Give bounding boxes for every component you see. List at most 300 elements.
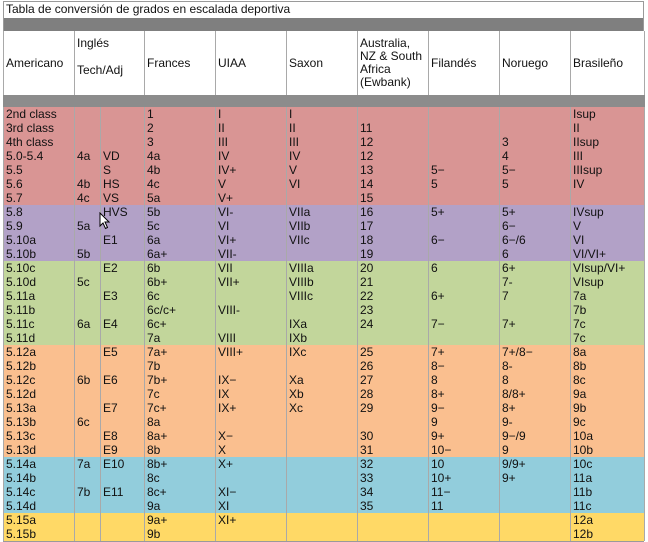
cell-americano[interactable]: 2nd class bbox=[4, 107, 75, 121]
cell-brasileno[interactable]: 9c bbox=[571, 415, 645, 429]
cell-filandes[interactable] bbox=[429, 247, 500, 261]
cell-australia[interactable]: 21 bbox=[358, 275, 429, 289]
cell-noruego[interactable]: 8- bbox=[500, 359, 571, 373]
cell-noruego[interactable]: 5+ bbox=[500, 205, 571, 219]
cell-filandes[interactable]: 11 bbox=[429, 499, 500, 513]
cell-frances[interactable]: 6a+ bbox=[145, 247, 216, 261]
cell-noruego[interactable] bbox=[500, 107, 571, 121]
cell-filandes[interactable] bbox=[429, 149, 500, 163]
cell-australia[interactable]: 30 bbox=[358, 429, 429, 443]
cell-americano[interactable]: 5.14d bbox=[4, 499, 75, 513]
cell-ingles[interactable]: 4c bbox=[75, 191, 101, 205]
cell-noruego[interactable]: 6− bbox=[500, 219, 571, 233]
cell-saxon[interactable]: III bbox=[287, 135, 358, 149]
cell-ingles[interactable]: 6b bbox=[75, 373, 101, 387]
cell-filandes[interactable]: 9+ bbox=[429, 429, 500, 443]
cell-frances[interactable]: 8b bbox=[145, 443, 216, 457]
cell-americano[interactable]: 3rd class bbox=[4, 121, 75, 135]
cell-americano[interactable]: 5.15a bbox=[4, 513, 75, 527]
cell-ingles[interactable] bbox=[75, 429, 101, 443]
cell-filandes[interactable] bbox=[429, 107, 500, 121]
cell-brasileno[interactable]: VI/VI+ bbox=[571, 247, 645, 261]
cell-uiaa[interactable] bbox=[216, 415, 287, 429]
cell-americano[interactable]: 5.13d bbox=[4, 443, 75, 457]
cell-filandes[interactable]: 8+ bbox=[429, 387, 500, 401]
cell-americano[interactable]: 5.12d bbox=[4, 387, 75, 401]
cell-frances[interactable]: 8c+ bbox=[145, 485, 216, 499]
cell-americano[interactable]: 5.5 bbox=[4, 163, 75, 177]
cell-noruego[interactable] bbox=[500, 485, 571, 499]
cell-saxon[interactable] bbox=[287, 443, 358, 457]
cell-americano[interactable]: 5.12a bbox=[4, 345, 75, 359]
cell-tech-adj[interactable]: E11 bbox=[101, 485, 145, 499]
cell-tech-adj[interactable]: VS bbox=[101, 191, 145, 205]
cell-frances[interactable]: 6a bbox=[145, 233, 216, 247]
cell-ingles[interactable]: 6c bbox=[75, 415, 101, 429]
cell-australia[interactable]: 34 bbox=[358, 485, 429, 499]
cell-australia[interactable] bbox=[358, 107, 429, 121]
cell-americano[interactable]: 5.11c bbox=[4, 317, 75, 331]
cell-australia[interactable] bbox=[358, 513, 429, 527]
cell-ingles[interactable]: 4b bbox=[75, 177, 101, 191]
cell-americano[interactable]: 5.10c bbox=[4, 261, 75, 275]
cell-saxon[interactable]: VIIa bbox=[287, 205, 358, 219]
cell-tech-adj[interactable]: E1 bbox=[101, 233, 145, 247]
cell-saxon[interactable] bbox=[287, 191, 358, 205]
cell-uiaa[interactable]: IV+ bbox=[216, 163, 287, 177]
cell-australia[interactable]: 29 bbox=[358, 401, 429, 415]
cell-australia[interactable]: 25 bbox=[358, 345, 429, 359]
cell-ingles[interactable]: 5a bbox=[75, 219, 101, 233]
cell-frances[interactable]: 5b bbox=[145, 205, 216, 219]
cell-americano[interactable]: 5.13c bbox=[4, 429, 75, 443]
cell-australia[interactable]: 23 bbox=[358, 303, 429, 317]
cell-australia[interactable]: 33 bbox=[358, 471, 429, 485]
cell-brasileno[interactable]: IIIsup bbox=[571, 163, 645, 177]
cell-brasileno[interactable]: 7b bbox=[571, 303, 645, 317]
cell-ingles[interactable]: 7a bbox=[75, 457, 101, 471]
cell-tech-adj[interactable] bbox=[101, 303, 145, 317]
cell-frances[interactable]: 7c bbox=[145, 387, 216, 401]
cell-filandes[interactable]: 7− bbox=[429, 317, 500, 331]
cell-brasileno[interactable]: VIsup bbox=[571, 275, 645, 289]
cell-tech-adj[interactable]: E5 bbox=[101, 345, 145, 359]
cell-frances[interactable]: 4b bbox=[145, 163, 216, 177]
cell-ingles[interactable] bbox=[75, 261, 101, 275]
cell-saxon[interactable]: Xb bbox=[287, 387, 358, 401]
cell-frances[interactable]: 9a+ bbox=[145, 513, 216, 527]
cell-ingles[interactable] bbox=[75, 135, 101, 149]
cell-noruego[interactable]: 6 bbox=[500, 247, 571, 261]
cell-brasileno[interactable]: 9b bbox=[571, 401, 645, 415]
cell-filandes[interactable] bbox=[429, 303, 500, 317]
cell-noruego[interactable]: 8/8+ bbox=[500, 387, 571, 401]
cell-brasileno[interactable]: 7a bbox=[571, 289, 645, 303]
cell-ingles[interactable] bbox=[75, 527, 101, 541]
cell-americano[interactable]: 4th class bbox=[4, 135, 75, 149]
cell-brasileno[interactable]: 8a bbox=[571, 345, 645, 359]
cell-filandes[interactable] bbox=[429, 527, 500, 541]
cell-australia[interactable]: 15 bbox=[358, 191, 429, 205]
cell-noruego[interactable]: 9- bbox=[500, 415, 571, 429]
cell-frances[interactable]: 1 bbox=[145, 107, 216, 121]
cell-filandes[interactable]: 5 bbox=[429, 177, 500, 191]
cell-tech-adj[interactable] bbox=[101, 387, 145, 401]
cell-uiaa[interactable]: I bbox=[216, 107, 287, 121]
cell-noruego[interactable]: 8+ bbox=[500, 401, 571, 415]
cell-australia[interactable]: 19 bbox=[358, 247, 429, 261]
cell-brasileno[interactable]: 12b bbox=[571, 527, 645, 541]
cell-brasileno[interactable]: 11c bbox=[571, 499, 645, 513]
cell-uiaa[interactable] bbox=[216, 471, 287, 485]
cell-tech-adj[interactable]: E8 bbox=[101, 429, 145, 443]
cell-noruego[interactable]: 7+/8− bbox=[500, 345, 571, 359]
cell-tech-adj[interactable] bbox=[101, 415, 145, 429]
cell-uiaa[interactable]: V bbox=[216, 177, 287, 191]
cell-australia[interactable]: 35 bbox=[358, 499, 429, 513]
cell-tech-adj[interactable] bbox=[101, 513, 145, 527]
cell-americano[interactable]: 5.0-5.4 bbox=[4, 149, 75, 163]
cell-australia[interactable]: 26 bbox=[358, 359, 429, 373]
cell-noruego[interactable]: 8 bbox=[500, 373, 571, 387]
cell-frances[interactable]: 8b+ bbox=[145, 457, 216, 471]
cell-saxon[interactable] bbox=[287, 457, 358, 471]
cell-noruego[interactable]: 7+ bbox=[500, 317, 571, 331]
cell-australia[interactable]: 12 bbox=[358, 149, 429, 163]
cell-tech-adj[interactable] bbox=[101, 527, 145, 541]
cell-australia[interactable]: 13 bbox=[358, 163, 429, 177]
cell-noruego[interactable]: 4 bbox=[500, 149, 571, 163]
cell-saxon[interactable]: IV bbox=[287, 149, 358, 163]
cell-filandes[interactable]: 5+ bbox=[429, 205, 500, 219]
cell-uiaa[interactable] bbox=[216, 527, 287, 541]
cell-australia[interactable]: 22 bbox=[358, 289, 429, 303]
cell-noruego[interactable]: 7- bbox=[500, 275, 571, 289]
cell-americano[interactable]: 5.12c bbox=[4, 373, 75, 387]
cell-saxon[interactable] bbox=[287, 247, 358, 261]
cell-tech-adj[interactable]: S bbox=[101, 163, 145, 177]
cell-filandes[interactable]: 9− bbox=[429, 401, 500, 415]
cell-australia[interactable]: 17 bbox=[358, 219, 429, 233]
cell-uiaa[interactable] bbox=[216, 359, 287, 373]
cell-filandes[interactable]: 8 bbox=[429, 373, 500, 387]
cell-australia[interactable]: 27 bbox=[358, 373, 429, 387]
cell-uiaa[interactable]: VIII+ bbox=[216, 345, 287, 359]
cell-uiaa[interactable]: XI+ bbox=[216, 513, 287, 527]
cell-uiaa[interactable]: XI bbox=[216, 499, 287, 513]
cell-filandes[interactable]: 10− bbox=[429, 443, 500, 457]
cell-frances[interactable]: 6c bbox=[145, 289, 216, 303]
cell-uiaa[interactable]: XI− bbox=[216, 485, 287, 499]
cell-frances[interactable]: 3 bbox=[145, 135, 216, 149]
cell-frances[interactable]: 4a bbox=[145, 149, 216, 163]
cell-ingles[interactable] bbox=[75, 331, 101, 345]
cell-brasileno[interactable]: 12a bbox=[571, 513, 645, 527]
cell-ingles[interactable] bbox=[75, 471, 101, 485]
cell-brasileno[interactable]: 10c bbox=[571, 457, 645, 471]
cell-filandes[interactable] bbox=[429, 331, 500, 345]
cell-filandes[interactable]: 9 bbox=[429, 415, 500, 429]
cell-brasileno[interactable]: 11a bbox=[571, 471, 645, 485]
cell-tech-adj[interactable] bbox=[101, 471, 145, 485]
cell-saxon[interactable]: VIIIa bbox=[287, 261, 358, 275]
cell-ingles[interactable]: 4a bbox=[75, 149, 101, 163]
cell-uiaa[interactable]: VI bbox=[216, 219, 287, 233]
cell-saxon[interactable]: II bbox=[287, 121, 358, 135]
cell-filandes[interactable]: 5− bbox=[429, 163, 500, 177]
cell-noruego[interactable] bbox=[500, 303, 571, 317]
cell-brasileno[interactable]: 8c bbox=[571, 373, 645, 387]
cell-australia[interactable]: 11 bbox=[358, 121, 429, 135]
cell-noruego[interactable]: 6+ bbox=[500, 261, 571, 275]
cell-uiaa[interactable]: VII+ bbox=[216, 275, 287, 289]
cell-ingles[interactable] bbox=[75, 303, 101, 317]
cell-uiaa[interactable]: X+ bbox=[216, 457, 287, 471]
cell-frances[interactable]: 8a+ bbox=[145, 429, 216, 443]
cell-frances[interactable]: 4c bbox=[145, 177, 216, 191]
cell-americano[interactable]: 5.10d bbox=[4, 275, 75, 289]
cell-americano[interactable]: 5.9 bbox=[4, 219, 75, 233]
cell-saxon[interactable]: Xc bbox=[287, 401, 358, 415]
cell-brasileno[interactable]: III bbox=[571, 149, 645, 163]
cell-uiaa[interactable]: II bbox=[216, 121, 287, 135]
cell-frances[interactable]: 5a bbox=[145, 191, 216, 205]
cell-saxon[interactable] bbox=[287, 303, 358, 317]
cell-ingles[interactable] bbox=[75, 107, 101, 121]
cell-americano[interactable]: 5.14a bbox=[4, 457, 75, 471]
cell-americano[interactable]: 5.8 bbox=[4, 205, 75, 219]
cell-noruego[interactable] bbox=[500, 513, 571, 527]
cell-uiaa[interactable]: IX− bbox=[216, 373, 287, 387]
cell-americano[interactable]: 5.14c bbox=[4, 485, 75, 499]
cell-noruego[interactable]: 6−/6 bbox=[500, 233, 571, 247]
cell-tech-adj[interactable] bbox=[101, 247, 145, 261]
cell-australia[interactable]: 24 bbox=[358, 317, 429, 331]
cell-brasileno[interactable]: IIsup bbox=[571, 135, 645, 149]
cell-americano[interactable]: 5.10b bbox=[4, 247, 75, 261]
cell-tech-adj[interactable]: E2 bbox=[101, 261, 145, 275]
cell-saxon[interactable] bbox=[287, 499, 358, 513]
cell-uiaa[interactable]: IV bbox=[216, 149, 287, 163]
cell-americano[interactable]: 5.15b bbox=[4, 527, 75, 541]
cell-tech-adj[interactable] bbox=[101, 499, 145, 513]
cell-ingles[interactable] bbox=[75, 163, 101, 177]
cell-saxon[interactable] bbox=[287, 485, 358, 499]
cell-noruego[interactable]: 5− bbox=[500, 163, 571, 177]
cell-filandes[interactable]: 6+ bbox=[429, 289, 500, 303]
cell-brasileno[interactable]: 10b bbox=[571, 443, 645, 457]
cell-brasileno[interactable] bbox=[571, 191, 645, 205]
cell-tech-adj[interactable] bbox=[101, 121, 145, 135]
cell-uiaa[interactable]: X bbox=[216, 443, 287, 457]
cell-brasileno[interactable]: 7c bbox=[571, 331, 645, 345]
cell-australia[interactable] bbox=[358, 527, 429, 541]
cell-americano[interactable]: 5.11b bbox=[4, 303, 75, 317]
cell-uiaa[interactable]: VII- bbox=[216, 247, 287, 261]
cell-frances[interactable]: 5c bbox=[145, 219, 216, 233]
cell-uiaa[interactable] bbox=[216, 317, 287, 331]
cell-americano[interactable]: 5.12b bbox=[4, 359, 75, 373]
cell-ingles[interactable] bbox=[75, 387, 101, 401]
cell-uiaa[interactable]: IX bbox=[216, 387, 287, 401]
cell-tech-adj[interactable] bbox=[101, 107, 145, 121]
cell-frances[interactable]: 6b+ bbox=[145, 275, 216, 289]
cell-australia[interactable]: 16 bbox=[358, 205, 429, 219]
cell-brasileno[interactable]: VIsup/VI+ bbox=[571, 261, 645, 275]
cell-brasileno[interactable]: 9a bbox=[571, 387, 645, 401]
cell-americano[interactable]: 5.6 bbox=[4, 177, 75, 191]
cell-saxon[interactable] bbox=[287, 527, 358, 541]
cell-uiaa[interactable]: III bbox=[216, 135, 287, 149]
cell-saxon[interactable]: VIIIc bbox=[287, 289, 358, 303]
cell-filandes[interactable]: 10 bbox=[429, 457, 500, 471]
cell-noruego[interactable] bbox=[500, 121, 571, 135]
cell-frances[interactable]: 8c bbox=[145, 471, 216, 485]
cell-australia[interactable]: 28 bbox=[358, 387, 429, 401]
cell-saxon[interactable] bbox=[287, 415, 358, 429]
cell-ingles[interactable] bbox=[75, 513, 101, 527]
cell-uiaa[interactable]: X− bbox=[216, 429, 287, 443]
cell-frances[interactable]: 7c+ bbox=[145, 401, 216, 415]
cell-filandes[interactable] bbox=[429, 513, 500, 527]
cell-frances[interactable]: 7b bbox=[145, 359, 216, 373]
cell-ingles[interactable] bbox=[75, 289, 101, 303]
cell-tech-adj[interactable]: E10 bbox=[101, 457, 145, 471]
cell-saxon[interactable]: IXb bbox=[287, 331, 358, 345]
cell-brasileno[interactable]: VI bbox=[571, 233, 645, 247]
cell-australia[interactable]: 12 bbox=[358, 135, 429, 149]
cell-americano[interactable]: 5.11d bbox=[4, 331, 75, 345]
cell-filandes[interactable]: 11− bbox=[429, 485, 500, 499]
cell-tech-adj[interactable]: HS bbox=[101, 177, 145, 191]
cell-australia[interactable]: 14 bbox=[358, 177, 429, 191]
cell-brasileno[interactable]: IVsup bbox=[571, 205, 645, 219]
cell-ingles[interactable] bbox=[75, 359, 101, 373]
cell-tech-adj[interactable]: VD bbox=[101, 149, 145, 163]
cell-saxon[interactable]: V bbox=[287, 163, 358, 177]
cell-tech-adj[interactable]: E6 bbox=[101, 373, 145, 387]
cell-noruego[interactable] bbox=[500, 331, 571, 345]
cell-ingles[interactable]: 5c bbox=[75, 275, 101, 289]
cell-frances[interactable]: 6b bbox=[145, 261, 216, 275]
cell-ingles[interactable] bbox=[75, 121, 101, 135]
cell-americano[interactable]: 5.13a bbox=[4, 401, 75, 415]
cell-tech-adj[interactable] bbox=[101, 135, 145, 149]
cell-brasileno[interactable]: 7c bbox=[571, 317, 645, 331]
cell-tech-adj[interactable]: HVS bbox=[101, 205, 145, 219]
cell-tech-adj[interactable]: E9 bbox=[101, 443, 145, 457]
cell-uiaa[interactable]: VI+ bbox=[216, 233, 287, 247]
cell-saxon[interactable]: IXa bbox=[287, 317, 358, 331]
cell-saxon[interactable] bbox=[287, 513, 358, 527]
cell-americano[interactable]: 5.7 bbox=[4, 191, 75, 205]
cell-uiaa[interactable]: VII bbox=[216, 261, 287, 275]
cell-filandes[interactable] bbox=[429, 275, 500, 289]
cell-americano[interactable]: 5.11a bbox=[4, 289, 75, 303]
cell-saxon[interactable]: IXc bbox=[287, 345, 358, 359]
cell-frances[interactable]: 7a+ bbox=[145, 345, 216, 359]
cell-saxon[interactable] bbox=[287, 359, 358, 373]
cell-filandes[interactable] bbox=[429, 121, 500, 135]
cell-ingles[interactable] bbox=[75, 205, 101, 219]
cell-australia[interactable]: 20 bbox=[358, 261, 429, 275]
cell-frances[interactable]: 8a bbox=[145, 415, 216, 429]
cell-noruego[interactable]: 9 bbox=[500, 443, 571, 457]
cell-australia[interactable]: 32 bbox=[358, 457, 429, 471]
cell-australia[interactable]: 18 bbox=[358, 233, 429, 247]
cell-ingles[interactable]: 6a bbox=[75, 317, 101, 331]
cell-ingles[interactable] bbox=[75, 401, 101, 415]
cell-brasileno[interactable]: V bbox=[571, 219, 645, 233]
cell-noruego[interactable] bbox=[500, 191, 571, 205]
cell-noruego[interactable]: 5 bbox=[500, 177, 571, 191]
cell-ingles[interactable] bbox=[75, 443, 101, 457]
cell-tech-adj[interactable]: E7 bbox=[101, 401, 145, 415]
cell-saxon[interactable]: VI bbox=[287, 177, 358, 191]
cell-noruego[interactable]: 7 bbox=[500, 289, 571, 303]
cell-brasileno[interactable]: 10a bbox=[571, 429, 645, 443]
cell-noruego[interactable]: 9/9+ bbox=[500, 457, 571, 471]
cell-noruego[interactable]: 9+ bbox=[500, 471, 571, 485]
cell-uiaa[interactable] bbox=[216, 289, 287, 303]
cell-ingles[interactable]: 5b bbox=[75, 247, 101, 261]
cell-frances[interactable]: 6c+ bbox=[145, 317, 216, 331]
cell-tech-adj[interactable]: E3 bbox=[101, 289, 145, 303]
cell-americano[interactable]: 5.10a bbox=[4, 233, 75, 247]
cell-filandes[interactable]: 8− bbox=[429, 359, 500, 373]
cell-saxon[interactable]: VIIIb bbox=[287, 275, 358, 289]
cell-frances[interactable]: 6c/c+ bbox=[145, 303, 216, 317]
cell-uiaa[interactable]: VI- bbox=[216, 205, 287, 219]
cell-australia[interactable]: 31 bbox=[358, 443, 429, 457]
cell-filandes[interactable] bbox=[429, 191, 500, 205]
cell-frances[interactable]: 7b+ bbox=[145, 373, 216, 387]
cell-filandes[interactable] bbox=[429, 135, 500, 149]
cell-saxon[interactable]: I bbox=[287, 107, 358, 121]
cell-saxon[interactable] bbox=[287, 471, 358, 485]
cell-americano[interactable]: 5.13b bbox=[4, 415, 75, 429]
cell-ingles[interactable]: 7b bbox=[75, 485, 101, 499]
cell-frances[interactable]: 2 bbox=[145, 121, 216, 135]
cell-brasileno[interactable]: II bbox=[571, 121, 645, 135]
cell-frances[interactable]: 7a bbox=[145, 331, 216, 345]
cell-saxon[interactable]: VIIc bbox=[287, 233, 358, 247]
cell-noruego[interactable] bbox=[500, 499, 571, 513]
cell-filandes[interactable]: 10+ bbox=[429, 471, 500, 485]
cell-australia[interactable] bbox=[358, 415, 429, 429]
cell-filandes[interactable]: 6− bbox=[429, 233, 500, 247]
cell-filandes[interactable] bbox=[429, 219, 500, 233]
cell-tech-adj[interactable] bbox=[101, 331, 145, 345]
cell-uiaa[interactable]: IX+ bbox=[216, 401, 287, 415]
cell-saxon[interactable]: Xa bbox=[287, 373, 358, 387]
cell-brasileno[interactable]: 8b bbox=[571, 359, 645, 373]
cell-brasileno[interactable]: IV bbox=[571, 177, 645, 191]
cell-tech-adj[interactable] bbox=[101, 359, 145, 373]
cell-saxon[interactable]: VIIb bbox=[287, 219, 358, 233]
cell-noruego[interactable]: 3 bbox=[500, 135, 571, 149]
cell-ingles[interactable] bbox=[75, 499, 101, 513]
cell-tech-adj[interactable] bbox=[101, 275, 145, 289]
cell-noruego[interactable]: 9−/9 bbox=[500, 429, 571, 443]
cell-frances[interactable]: 9b bbox=[145, 527, 216, 541]
cell-frances[interactable]: 9a bbox=[145, 499, 216, 513]
cell-uiaa[interactable]: VIII- bbox=[216, 303, 287, 317]
cell-uiaa[interactable]: V+ bbox=[216, 191, 287, 205]
cell-brasileno[interactable]: 11b bbox=[571, 485, 645, 499]
cell-noruego[interactable] bbox=[500, 527, 571, 541]
cell-brasileno[interactable]: Isup bbox=[571, 107, 645, 121]
